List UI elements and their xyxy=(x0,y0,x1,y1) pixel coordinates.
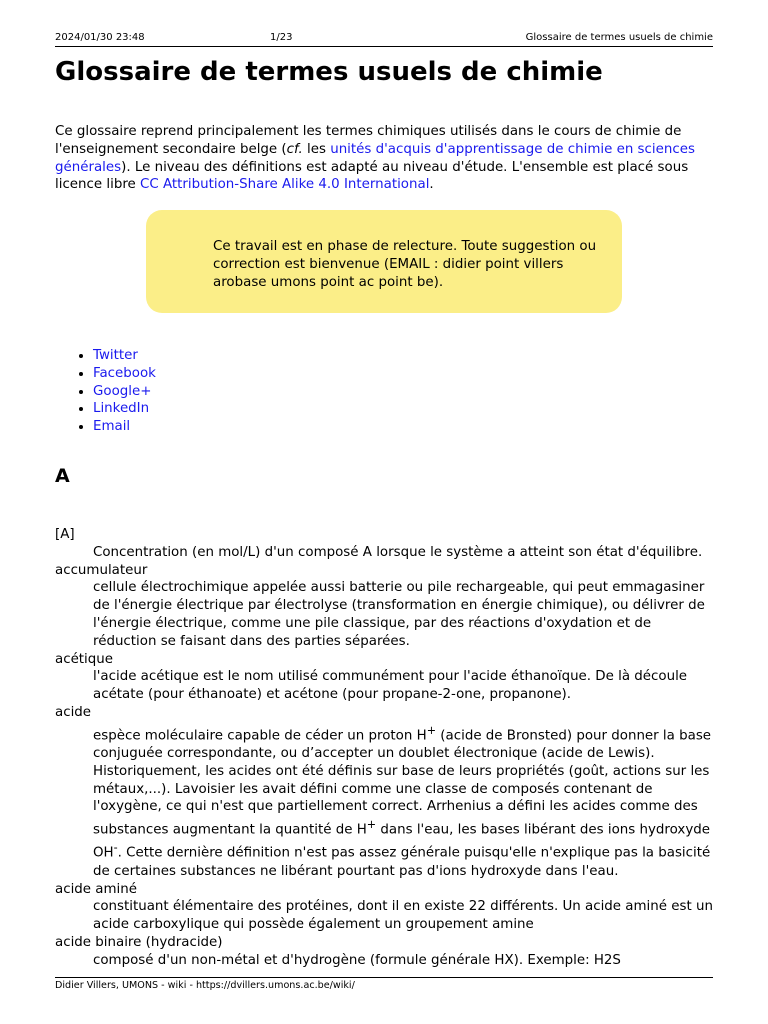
intro-text: Ce glossaire reprend principalement les termes chimiques utilisés dans le cours de chimie de l'enseignement secondaire belge ( xyxy=(55,124,682,157)
googleplus-link[interactable]: Google+ xyxy=(93,383,152,399)
intro-text: les xyxy=(302,141,331,157)
review-note-text: Ce travail est en phase de relecture. Toute suggestion ou correction est bienvenue (EMAIL : didier point villers arobase umons point ac point be). xyxy=(213,239,597,290)
glossary-term: acétique xyxy=(55,651,114,667)
glossary-term: acide xyxy=(55,704,92,720)
definition-text: . Cette dernière définition n'est pas assez générale puisqu'elle n'explique pas la basicité de certaines substances ne libérant pourtant pas d'ions hydroxyde dans l'eau. xyxy=(93,845,711,879)
share-item-linkedin xyxy=(93,400,156,418)
facebook-link[interactable]: Facebook xyxy=(93,365,156,381)
glossary-definition: composé d'un non-métal et d'hydrogène (formule générale HX). Exemple: H2S xyxy=(93,952,621,968)
email-link[interactable]: Email xyxy=(93,419,131,435)
section-heading-a: A xyxy=(55,465,70,487)
share-item-twitter xyxy=(93,347,156,365)
header-datetime: 2024/01/30 23:48 xyxy=(55,32,145,43)
glossary-list xyxy=(55,526,715,970)
page-footer xyxy=(55,977,713,993)
linkedin-link[interactable]: LinkedIn xyxy=(93,401,150,417)
glossary-definition xyxy=(93,722,715,881)
intro-text: . xyxy=(429,177,434,193)
page-header xyxy=(55,32,713,47)
definition-text: dans l'eau, les bases libérant des ions hydroxyde OH xyxy=(93,822,710,861)
glossary-term: accumulateur xyxy=(55,562,148,578)
superscript-charge: + xyxy=(426,723,437,737)
glossary-term: [A] xyxy=(55,527,75,542)
share-item-googleplus xyxy=(93,383,156,401)
glossary-definition: constituant élémentaire des protéines, dont il en existe 22 différents. Un acide aminé est un acide carboxylique qui possède également un groupement amine xyxy=(93,899,713,933)
footer-text: Didier Villers, UMONS - wiki - https://dvillers.umons.ac.be/wiki/ xyxy=(55,980,355,991)
glossary-definition: l'acide acétique est le nom utilisé communément pour l'acide éthanoïque. De là découle acétate (pour éthanoate) et acétone (pour propane-2-one, propanone). xyxy=(93,669,688,703)
review-note-box xyxy=(146,210,622,313)
glossary-definition: Concentration (en mol/L) d'un composé A lorsque le système a atteint son état d'équilibre. xyxy=(93,544,703,560)
license-link[interactable]: CC Attribution-Share Alike 4.0 International xyxy=(140,177,430,193)
glossary-term: acide aminé xyxy=(55,881,137,897)
uaa-chimie-link[interactable]: unités d'acquis d'apprentissage de chimie en sciences générales xyxy=(55,141,695,175)
page-title: Glossaire de termes usuels de chimie xyxy=(55,57,603,87)
share-links-list xyxy=(55,347,156,436)
glossary-term: acide binaire (hydracide) xyxy=(55,934,223,950)
share-item-facebook xyxy=(93,365,156,383)
intro-paragraph xyxy=(55,123,715,194)
glossary-definition: cellule électrochimique appelée aussi batterie ou pile rechargeable, qui peut emmagasiner de l'énergie électrique par électrolyse (transformation en énergie chimique), ou délivrer de l'énergie électrique, comme une pile classique, par des réactions d'oxydation et de réduction se faisant dans des parties séparées. xyxy=(93,580,705,649)
superscript-charge: + xyxy=(366,818,377,832)
header-doc-title: Glossaire de termes usuels de chimie xyxy=(525,32,713,43)
twitter-link[interactable]: Twitter xyxy=(93,348,138,363)
share-item-email xyxy=(93,418,156,436)
intro-text: ). Le niveau des définitions est adapté au niveau d'étude. L'ensemble est placé sous licence libre xyxy=(55,159,689,193)
header-page-number: 1/23 xyxy=(270,32,293,43)
superscript-charge: - xyxy=(113,841,118,855)
definition-text: (acide de Bronsted) pour donner la base conjuguée correspondante, ou d’accepter un doublet électronique (acide de Lewis). Historiquement, les acides ont été définis sur base de leurs propriétés (goût, actions sur les métaux,...). Lavoisier les avait défini comme une classe de composés contenant de l'oxygène, ce qui n'est que partiellement correct. Arrhenius a défini les acides comme des substances augmentant la quantité de H xyxy=(93,728,712,838)
definition-text: espèce moléculaire capable de céder un proton H xyxy=(93,728,427,744)
intro-cf: cf. xyxy=(286,141,303,157)
